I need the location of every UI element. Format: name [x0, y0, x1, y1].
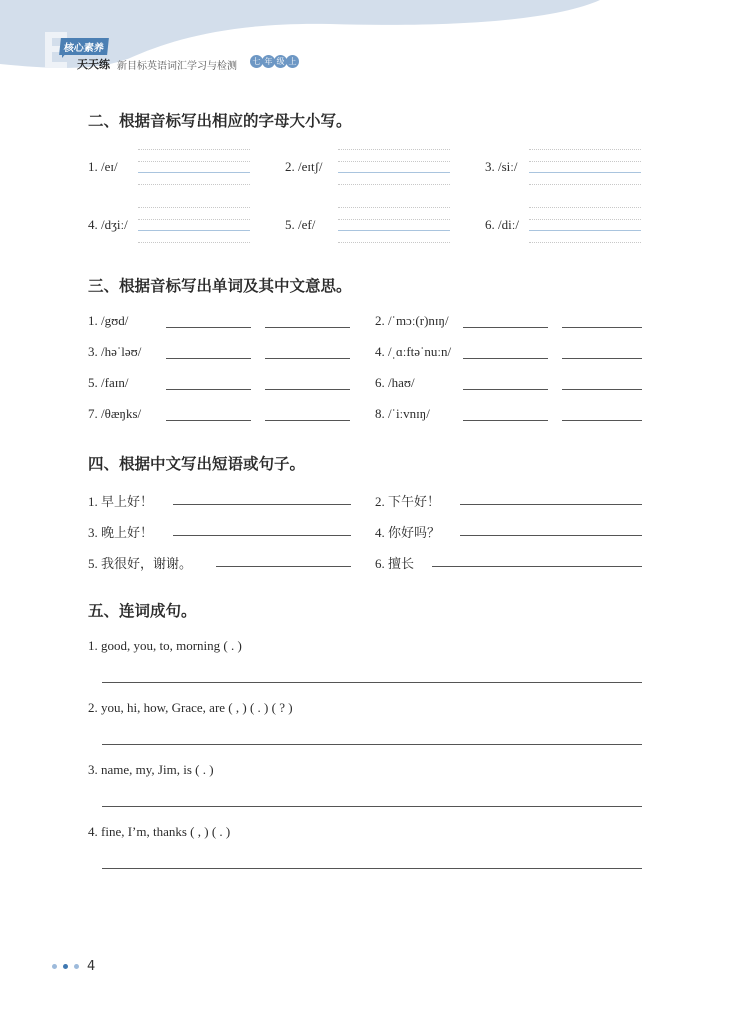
s4-item-label: 4. 你好吗？: [375, 525, 441, 540]
s4-answer-blank[interactable]: [432, 566, 642, 567]
s2-item-label: 6. /diː/: [485, 217, 519, 232]
s5-answer-line[interactable]: [102, 806, 642, 807]
s3-meaning-blank[interactable]: [562, 358, 642, 359]
s5-answer-line[interactable]: [102, 744, 642, 745]
s2-item-label: 1. /eɪ/: [88, 159, 118, 174]
grade-char: 级: [274, 55, 287, 68]
section-4-title: 四、根据中文写出短语或句子。: [88, 454, 306, 473]
s5-answer-line[interactable]: [102, 682, 642, 683]
page-dot-active-icon: [63, 964, 68, 969]
s3-word-blank[interactable]: [463, 389, 548, 390]
s2-item-label: 3. /siː/: [485, 159, 518, 174]
section-5-title: 五、连词成句。: [88, 601, 197, 620]
s4-item-label: 1. 早上好！: [88, 494, 154, 509]
s2-writing-guide[interactable]: [529, 206, 641, 246]
s2-writing-guide[interactable]: [338, 148, 450, 188]
s3-word-blank[interactable]: [463, 327, 548, 328]
s3-item-label: 3. /həˈləʊ/: [88, 344, 142, 359]
grade-char: 七: [250, 55, 263, 68]
s3-item-label: 8. /ˈiːvnɪŋ/: [375, 406, 430, 421]
s4-item-label: 5. 我很好，谢谢。: [88, 556, 193, 571]
s4-answer-blank[interactable]: [173, 535, 351, 536]
s3-meaning-blank[interactable]: [562, 420, 642, 421]
s3-word-blank[interactable]: [166, 389, 251, 390]
s2-writing-guide[interactable]: [138, 206, 250, 246]
s5-item-label: 4. fine, I’m, thanks ( , ) ( . ): [88, 824, 231, 839]
s2-writing-guide[interactable]: [529, 148, 641, 188]
section-3-title: 三、根据音标写出单词及其中文意思。: [88, 276, 352, 295]
s3-word-blank[interactable]: [463, 420, 548, 421]
s2-item-label: 2. /eɪtʃ/: [285, 159, 323, 174]
s5-answer-line[interactable]: [102, 868, 642, 869]
core-literacy-badge: 核心素养: [59, 38, 109, 55]
s3-item-label: 4. /ˌɑːftəˈnuːn/: [375, 344, 452, 359]
s3-word-blank[interactable]: [166, 327, 251, 328]
s4-item-label: 3. 晚上好！: [88, 525, 154, 540]
s2-item-label: 4. /dʒiː/: [88, 217, 128, 232]
s3-meaning-blank[interactable]: [562, 389, 642, 390]
s5-item-label: 2. you, hi, how, Grace, are ( , ) ( . ) ( ? ): [88, 700, 293, 715]
s3-item-label: 1. /gʊd/: [88, 313, 129, 328]
s4-answer-blank[interactable]: [216, 566, 351, 567]
brand-name: 天天练: [77, 58, 110, 71]
s2-writing-guide[interactable]: [338, 206, 450, 246]
grade-char: 年: [262, 55, 275, 68]
grade-badge: [250, 55, 298, 68]
s2-item-label: 5. /ef/: [285, 217, 316, 232]
s3-item-label: 5. /faɪn/: [88, 375, 129, 390]
s3-meaning-blank[interactable]: [562, 327, 642, 328]
s4-answer-blank[interactable]: [173, 504, 351, 505]
s4-item-label: 2. 下午好！: [375, 494, 441, 509]
header-wave-decoration: [0, 0, 730, 90]
s4-item-label: 6. 擅长: [375, 556, 415, 571]
section-2-title: 二、根据音标写出相应的字母大小写。: [88, 111, 352, 130]
s2-writing-guide[interactable]: [138, 148, 250, 188]
s3-meaning-blank[interactable]: [265, 389, 350, 390]
page-dot-icon: [52, 964, 57, 969]
s3-word-blank[interactable]: [166, 358, 251, 359]
s4-answer-blank[interactable]: [460, 535, 642, 536]
s5-item-label: 3. name, my, Jim, is ( . ): [88, 762, 214, 777]
s3-meaning-blank[interactable]: [265, 420, 350, 421]
page-indicator: [52, 959, 95, 974]
s3-item-label: 2. /ˈmɔː(r)nɪŋ/: [375, 313, 449, 328]
s3-meaning-blank[interactable]: [265, 358, 350, 359]
s3-word-blank[interactable]: [463, 358, 548, 359]
page-dot-icon: [74, 964, 79, 969]
page-number: 4: [87, 959, 96, 974]
s3-word-blank[interactable]: [166, 420, 251, 421]
s3-meaning-blank[interactable]: [265, 327, 350, 328]
badge-tail-icon: [62, 52, 67, 58]
s3-item-label: 7. /θæŋks/: [88, 406, 142, 421]
s4-answer-blank[interactable]: [460, 504, 642, 505]
s3-item-label: 6. /haʊ/: [375, 375, 415, 390]
grade-char: 上: [286, 55, 299, 68]
s5-item-label: 1. good, you, to, morning ( . ): [88, 638, 242, 653]
book-subtitle: 新目标英语词汇学习与检测: [117, 61, 237, 72]
